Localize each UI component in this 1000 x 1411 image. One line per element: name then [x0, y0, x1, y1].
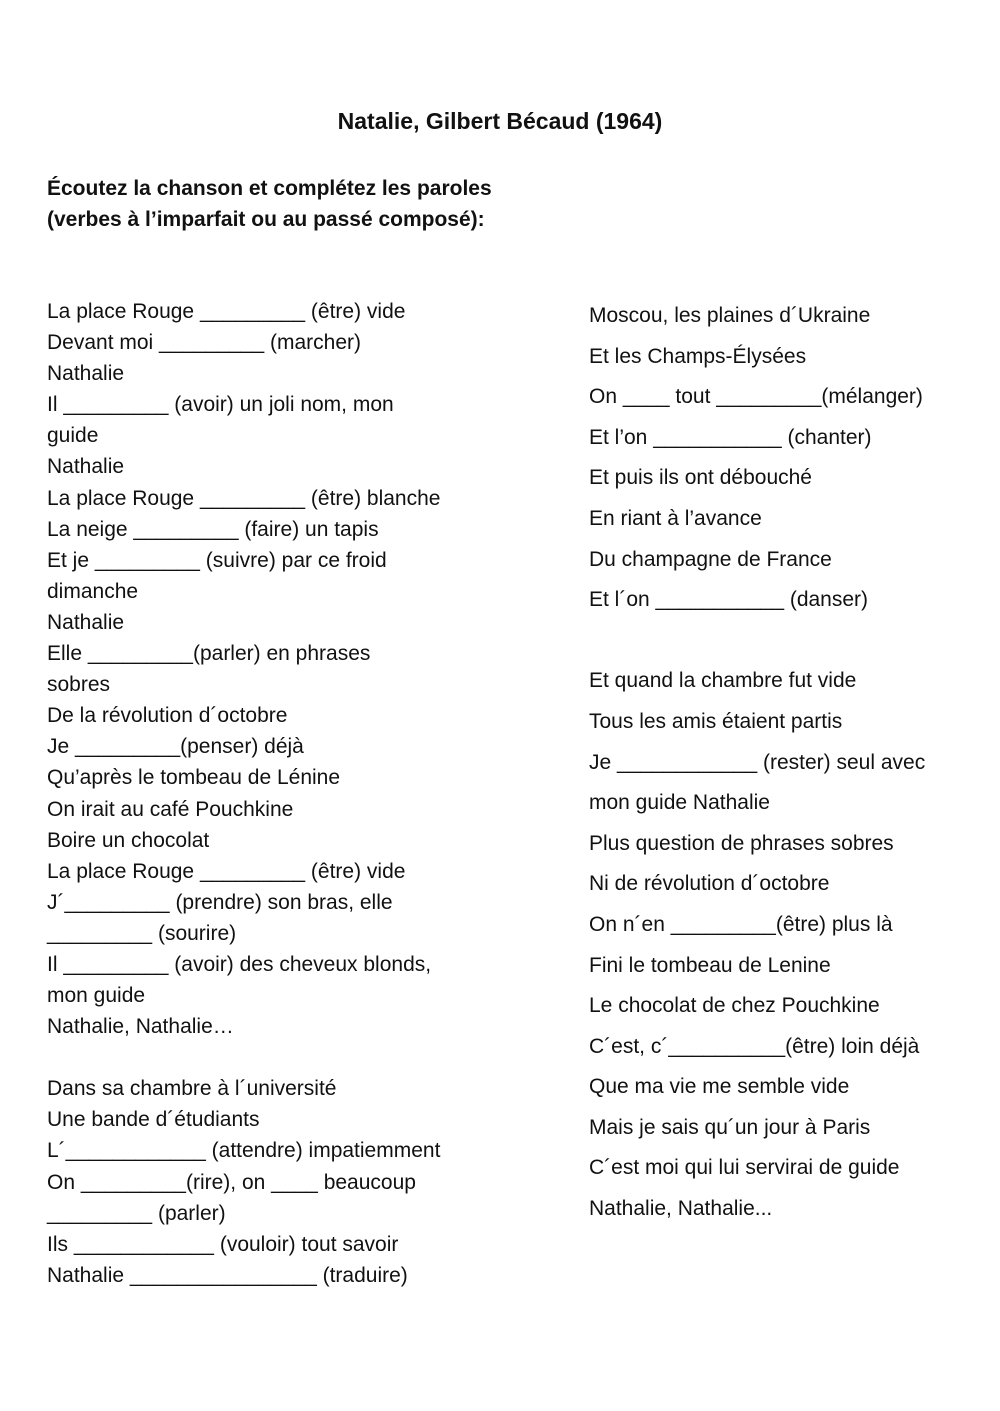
lyric-line: En riant à l’avance	[589, 506, 762, 530]
lyric-line: On ____ tout _________(mélanger)	[589, 385, 923, 409]
lyric-line: Ils ____________ (vouloir) tout savoir	[47, 1232, 399, 1256]
stanza-gap	[589, 621, 989, 662]
lyric-line: Nathalie ________________ (traduire)	[47, 1263, 408, 1287]
stanza	[47, 296, 547, 1042]
lyric-line: Du champagne de France	[589, 547, 832, 571]
left-column-lyrics	[47, 296, 547, 1291]
lyric-line: L´____________ (attendre) impatiemment	[47, 1139, 441, 1163]
lyric-line: Plus question de phrases sobres	[589, 831, 894, 855]
instructions-line: Écoutez la chanson et complétez les paroles	[47, 177, 492, 200]
lyric-line: Fini le tombeau de Lenine	[589, 953, 831, 977]
lyric-line: mon guide Nathalie	[589, 791, 770, 815]
lyric-line: sobres	[47, 673, 111, 697]
lyric-line: Elle _________(parler) en phrases	[47, 642, 371, 666]
lyric-line: Le chocolat de chez Pouchkine	[589, 994, 880, 1018]
lyric-line: Qu’après le tombeau de Lénine	[47, 766, 341, 790]
lyric-line: Nathalie	[47, 455, 125, 479]
lyric-line: C´est, c´__________(être) loin déjà	[589, 1034, 920, 1058]
lyric-line: Je ____________ (rester) seul avec	[589, 750, 926, 774]
lyric-line: mon guide	[47, 984, 146, 1008]
lyric-line: _________ (parler)	[47, 1201, 226, 1225]
lyric-line: Une bande d´étudiants	[47, 1108, 260, 1132]
stanza	[47, 1073, 547, 1291]
lyric-line: La place Rouge _________ (être) vide	[47, 300, 406, 323]
lyric-line: On n´en _________(être) plus là	[589, 912, 893, 936]
lyric-line: Tous les amis étaient partis	[589, 709, 843, 733]
lyric-line: Et les Champs-Élysées	[589, 344, 807, 368]
lyric-line: Nathalie, Nathalie…	[47, 1015, 234, 1039]
lyric-line: Et puis ils ont débouché	[589, 466, 812, 490]
lyric-line: Et l’on ___________ (chanter)	[589, 425, 872, 449]
lyric-line: On _________(rire), on ____ beaucoup	[47, 1170, 416, 1194]
lyric-line: La neige _________ (faire) un tapis	[47, 517, 379, 541]
worksheet-title: Natalie, Gilbert Bécaud (1964)	[337, 108, 663, 134]
lyric-line: dimanche	[47, 579, 139, 603]
lyric-line: Ni de révolution d´octobre	[589, 872, 830, 896]
lyric-line: De la révolution d´octobre	[47, 704, 288, 728]
lyric-line: J´_________ (prendre) son bras, elle	[47, 890, 393, 914]
lyric-line: Devant moi _________ (marcher)	[47, 331, 361, 355]
right-column-lyrics	[589, 296, 989, 1230]
lyric-line: Et je _________ (suivre) par ce froid	[47, 548, 387, 572]
lyric-line: Que ma vie me semble vide	[589, 1075, 850, 1099]
lyric-line: Dans sa chambre à l´université	[47, 1077, 337, 1101]
lyric-line: Il _________ (avoir) un joli nom, mon	[47, 393, 394, 417]
lyric-line: La place Rouge _________ (être) blanche	[47, 486, 441, 510]
instructions	[47, 173, 667, 235]
lyric-line: Il _________ (avoir) des cheveux blonds,	[47, 952, 432, 976]
lyric-line: Je _________(penser) déjà	[47, 735, 304, 759]
lyric-line: Boire un chocolat	[47, 828, 210, 852]
lyric-line: Moscou, les plaines d´Ukraine	[589, 304, 871, 327]
stanza	[589, 296, 989, 621]
lyric-line: La place Rouge _________ (être) vide	[47, 859, 406, 883]
stanza-gap	[47, 1042, 547, 1073]
lyric-line: Et quand la chambre fut vide	[589, 669, 857, 693]
lyric-line: guide	[47, 424, 99, 448]
instructions-line: (verbes à l’imparfait ou au passé composé):	[47, 208, 485, 231]
lyric-line: Nathalie, Nathalie...	[589, 1197, 773, 1221]
lyric-line: Nathalie	[47, 362, 125, 386]
lyric-line: Nathalie	[47, 610, 125, 634]
lyric-line: _________ (sourire)	[47, 921, 237, 945]
lyric-line: On irait au café Pouchkine	[47, 797, 294, 821]
stanza	[589, 661, 989, 1229]
lyric-line: C´est moi qui lui servirai de guide	[589, 1156, 900, 1180]
lyric-line: Et l´on ___________ (danser)	[589, 588, 869, 612]
lyric-line: Mais je sais qu´un jour à Paris	[589, 1115, 871, 1139]
